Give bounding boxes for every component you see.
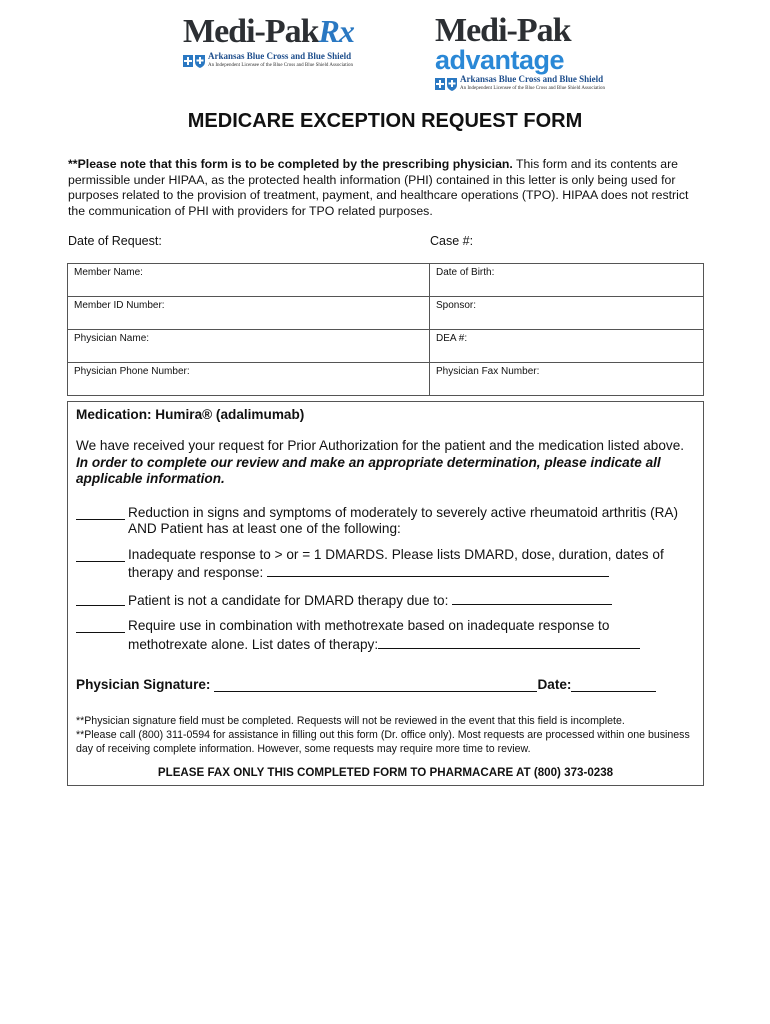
therapy-response-line[interactable] (267, 563, 609, 577)
criterion-check-blank[interactable] (76, 591, 125, 606)
case-number-field[interactable]: Case #: (430, 234, 474, 248)
logo-org-sub: An Independent Licensee of the Blue Cross and Blue Shield Association (460, 86, 605, 91)
logo-advantage: advantage (435, 45, 565, 75)
logo-org-sub: An Independent Licensee of the Blue Cross and Blue Shield Association (208, 63, 353, 68)
medipak-rx-logo (183, 14, 353, 70)
logo-org-name: Arkansas Blue Cross and Blue Shield (460, 74, 604, 84)
signature-line[interactable] (214, 677, 537, 692)
criterion-dmard-response (76, 547, 695, 582)
criterion-text: Inadequate response to > or = 1 DMARDS. Please lists DMARD, dose, duration, dates of (128, 546, 664, 562)
footnotes (76, 714, 695, 756)
table-row (68, 363, 704, 396)
sponsor-field[interactable]: Sponsor: (430, 297, 704, 330)
form-title: MEDICARE EXCEPTION REQUEST FORM (187, 110, 583, 132)
criterion-methotrexate (76, 618, 695, 653)
criteria-list (76, 505, 695, 654)
criterion-text: Patient is not a candidate for DMARD therapy due to: (128, 592, 449, 608)
criterion-text: AND Patient has at least one of the following: (128, 521, 401, 536)
criterion-text: Reduction in signs and symptoms of moderately to severely active rheumatoid arthritis (RA) (128, 504, 679, 520)
intro-text: We have received your request for Prior Authorization for the patient and the medication listed above. (76, 438, 685, 453)
blue-cross-shield-icon (183, 54, 205, 68)
criterion-check-blank[interactable] (76, 618, 125, 633)
instruction-text: In order to complete our review and make an appropriate determination, please indicate all applicable information. (76, 454, 661, 486)
member-id-field[interactable]: Member ID Number: (68, 297, 430, 330)
signature-row (76, 677, 695, 692)
criterion-text: methotrexate alone. List dates of therapy: (128, 636, 379, 652)
not-candidate-reason-line[interactable] (452, 591, 612, 605)
physician-name-field[interactable]: Physician Name: (68, 330, 430, 363)
blue-cross-shield-icon (435, 77, 457, 91)
criterion-text: Require use in combination with methotrexate based on inadequate response to (128, 618, 610, 633)
therapy-dates-line[interactable] (378, 635, 640, 649)
notice-bold: **Please note that this form is to be completed by the prescribing physician. (68, 157, 513, 171)
medication-section (67, 401, 704, 786)
logo-name: Medi-Pak (183, 13, 319, 50)
date-of-birth-field[interactable]: Date of Birth: (430, 264, 704, 297)
criterion-ra (76, 505, 695, 538)
date-label: Date: (537, 677, 572, 692)
date-of-request-field[interactable]: Date of Request: (68, 234, 162, 248)
footnote-assistance: **Please call (800) 311-0594 for assistance in filling out this form (Dr. office only). Most requests are processed within one business day of receiving complete information. However, some requests may require more time to review. (76, 729, 690, 755)
member-info-table (67, 263, 704, 396)
logo-name: Medi-Pak (435, 12, 571, 49)
logo-org-name: Arkansas Blue Cross and Blue Shield (208, 51, 352, 61)
criterion-check-blank[interactable] (76, 505, 125, 520)
medication-title: Medication: Humira® (adalimumab) (76, 407, 305, 422)
member-name-field[interactable]: Member Name: (68, 264, 430, 297)
criterion-text: therapy and response: (128, 565, 264, 580)
signature-date-line[interactable] (571, 677, 656, 692)
criterion-check-blank[interactable] (76, 547, 125, 562)
signature-label: Physician Signature: (76, 677, 211, 692)
footnote-signature: **Physician signature field must be completed. Requests will not be reviewed in the event that this field is incomplete. (76, 715, 625, 727)
table-row (68, 330, 704, 363)
physician-fax-field[interactable]: Physician Fax Number: (430, 363, 704, 396)
dea-number-field[interactable]: DEA #: (430, 330, 704, 363)
table-row (68, 264, 704, 297)
logo-rx-suffix: Rx (318, 13, 354, 49)
intro-paragraph (76, 438, 695, 488)
criterion-not-candidate (76, 591, 695, 610)
table-row (68, 297, 704, 330)
fax-instruction: PLEASE FAX ONLY THIS COMPLETED FORM TO PHARMACARE AT (800) 373-0238 (157, 766, 614, 779)
hipaa-notice (68, 157, 708, 219)
notice-text: This form and its contents are permissible under HIPAA, as the protected health information (PHI) contained in this letter is only being used for purposes related to the provision of treatment, payment, and healthcare operations (TPO). HIPAA does not restrict the communication of PHI with providers for TPO related purposes. (68, 157, 689, 218)
medipak-advantage-logo (435, 12, 605, 93)
physician-phone-field[interactable]: Physician Phone Number: (68, 363, 430, 396)
